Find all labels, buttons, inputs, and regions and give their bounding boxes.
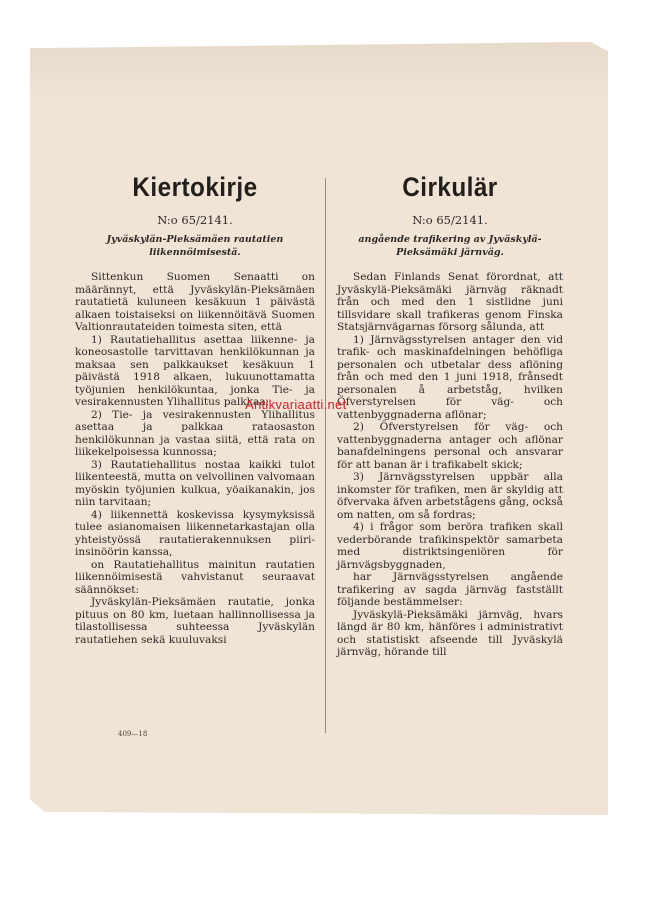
swedish-title: Cirkulär — [402, 172, 498, 202]
finnish-paragraph: on Rautatiehallitus mainitun rautatien liikennöimisestä vahvistanut seuraavat säännökset: — [75, 558, 315, 596]
column-divider — [325, 178, 326, 733]
swedish-paragraph: 4) i frågor som beröra trafiken skall vederbörande trafikinspektör samarbeta med distriktsingeniören för järnvägsbyggnaden, — [337, 521, 563, 571]
finnish-paragraph: 1) Rautatiehallitus asettaa liikenne- ja koneosastolle tarvittavan henkilökunnan ja maksaa sen palkkaukset kesäkuun 1 päivästä 1918 alkaen, lukuunottamatta työjunien henkilökuntaa, jonka Tie- ja vesirakennusten Ylihallitus palkkaa; — [75, 333, 315, 408]
swedish-paragraph: 1) Järnvägsstyrelsen antager den vid trafik- och maskinafdelningen behöfliga personalen och utbetalar dess aflöning från och med den 1 juni 1918, frånsedt personalen å arbetståg, hvilken Öfverstyrelsen för väg- och vattenbyggnaderna aflönar; — [337, 333, 563, 421]
finnish-paragraph: 3) Rautatiehallitus nostaa kaikki tulot liikenteestä, mutta on velvollinen valvomaan myöskin työjunien kulkua, yöaikanakin, jos niin tarvitaan; — [75, 458, 315, 508]
swedish-number: N:o 65/2141. — [412, 213, 488, 227]
swedish-subtitle: angående trafikering av Jyväskylä-Pieksämäki järnväg. — [358, 234, 542, 258]
finnish-paragraph: 4) liikennettä koskevissa kysymyksissä tulee asianomaisen liikennetarkastajan olla yhteistyössä rautatierakennuksen piiri-insinöörin kanssa, — [75, 508, 315, 558]
paper-stain — [30, 42, 608, 102]
swedish-paragraph: Sedan Finlands Senat förordnat, att Jyväskylä-Pieksämäki järnväg räknadt från och med den 1 sistlidne juni tillsvidare skall trafikeras genom Finska Statsjärnvägarnas försorg sålunda, att — [337, 271, 563, 333]
finnish-paragraph: 2) Tie- ja vesirakennusten Ylihallitus asettaa ja palkkaa rataosaston henkilökunnan ja vastaa siitä, että rata on liikekelpoisessa kunnossa; — [75, 408, 315, 458]
swedish-paragraph: har Järnvägsstyrelsen angående trafikering av sagda järnväg fastställt följande bestämmelser: — [337, 571, 563, 608]
print-number: 409—18 — [118, 730, 148, 738]
swedish-paragraph: Jyväskylä-Pieksämäki järnväg, hvars längd är 80 km, hänföres i administrativt och statistiskt afseende till Jyväskylä järnväg, hörande till — [337, 608, 563, 658]
finnish-title: Kiertokirje — [132, 172, 258, 202]
swedish-body — [337, 271, 563, 659]
finnish-column — [75, 134, 315, 646]
swedish-paragraph: 3) Järnvägsstyrelsen uppbär alla inkomster för trafiken, men är skyldig att öfvervaka äfven arbetstågens gång, också om natten, om så fordras; — [337, 471, 563, 521]
finnish-body — [75, 271, 315, 646]
finnish-subtitle: Jyväskylän-Pieksämäen rautatien liikennöimisestä. — [106, 234, 284, 258]
swedish-paragraph: 2) Öfverstyrelsen för väg- och vattenbyggnaderna antager och aflönar banafdelningens personal och ansvarar för att banan är i trafikabelt skick; — [337, 421, 563, 471]
swedish-column — [337, 134, 563, 659]
watermark-text: Antikvariaatti.net — [245, 397, 347, 412]
finnish-number: N:o 65/2141. — [157, 213, 233, 227]
finnish-paragraph: Sittenkun Suomen Senaatti on määrännyt, että Jyväskylän-Pieksämäen rautatietä kuluneen kesäkuun 1 päivästä alkaen toistaiseksi on liikennöitävä Suomen Valtionrautateiden toimesta siten, että — [75, 271, 315, 333]
finnish-paragraph: Jyväskylän-Pieksämäen rautatie, jonka pituus on 80 km, luetaan hallinnollisessa ja tilastollisessa suhteessa Jyväskylän rautatiehen sekä kuuluvaksi — [75, 596, 315, 646]
